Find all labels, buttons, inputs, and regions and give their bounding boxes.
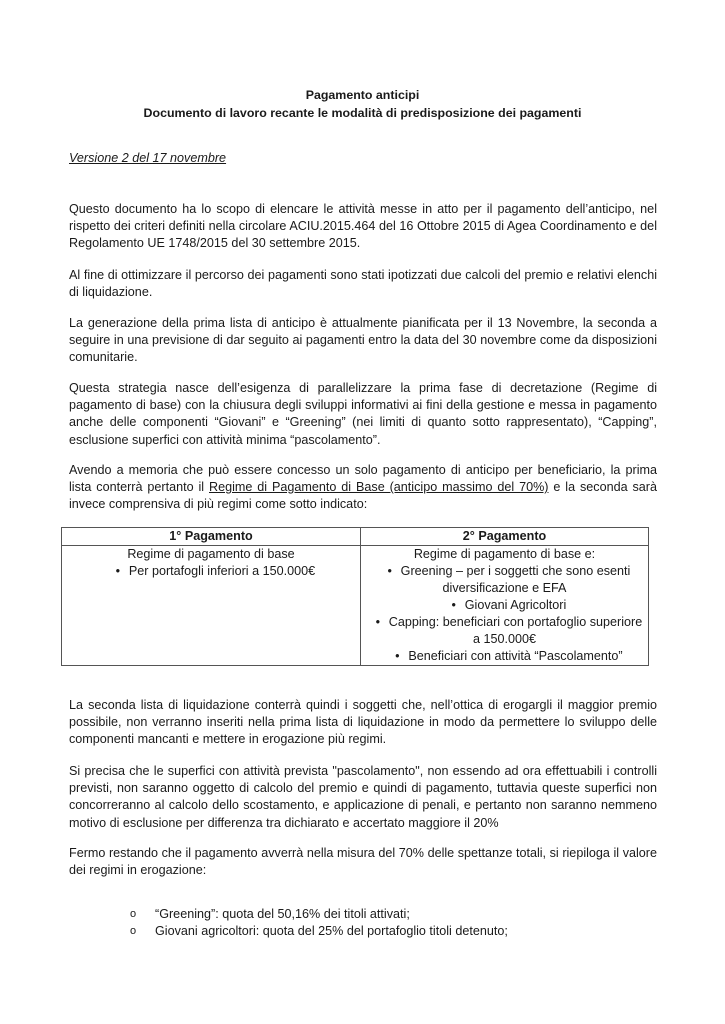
paragraph-pascolamento: Si precisa che le superfici con attività prevista "pascolamento", non essendo ad ora effettuabili i controlli previsti, non saranno oggetto di calcolo del premio e quindi di pagamento, tuttavia queste superfici non concorreranno al calcolo dello scostamento, e applicazione di penali, e pertanto non saranno nemmeno motivo di esclusione per differenza tra dichiarato e accertato maggiore il 20% [69,764,657,830]
header-second-payment: 2° Pagamento [361,528,649,546]
table-row [62,546,649,666]
document-title-block [0,86,725,122]
list-item-text: Beneficiari con attività “Pascolamento” [408,649,623,663]
list-item [365,648,644,665]
paragraph-single-payment [69,462,657,514]
underlined-regime: Regime di Pagamento di Base (anticipo massimo del 70%) [209,480,549,495]
list-item [66,563,356,580]
cell-intro: Regime di pagamento di base [127,547,295,561]
bullet-icon: • [451,598,456,612]
list-item [365,614,644,648]
list-item-text: Per portafogli inferiori a 150.000€ [128,564,316,578]
paragraph-text: e la seconda sarà invece comprensiva di più regimi come sotto indicato: [69,480,657,512]
list-item-text: “Greening”: quota del 50,16% dei titoli attivati; [155,907,410,921]
list-item [365,597,644,614]
paragraph-optimization: Al fine di ottimizzare il percorso dei pagamenti sono stati ipotizzati due calcoli del premio e relativi elenchi di liquidazione. [69,268,657,300]
bullet-icon: • [115,564,121,578]
list-item [130,923,508,940]
paragraph-strategy: Questa strategia nasce dell’esigenza di parallelizzare la prima fase di decretazione (Regime di pagamento di base) con la chiusura degli sviluppi informativi ai fini della gestione e messa in pagamento anche delle componenti “Giovani” e “Greening” (nei limiti di quanto sotto rappresentato), “Capping”, esclusione superfici con attività minima “pascolamento”. [69,381,657,447]
regimes-summary-list [130,906,508,940]
list-item-text: Capping: beneficiari con portafoglio superiore a 150.000€ [388,615,643,646]
payments-table [61,527,649,666]
second-payment-cell [361,546,649,666]
list-item-text: Giovani Agricoltori [464,598,567,612]
bullet-icon: • [387,564,392,578]
table-header-row [62,528,649,546]
document-title: Pagamento anticipi [305,88,420,102]
circle-bullet-icon: o [130,925,137,937]
list-item-text: Giovani agricoltori: quota del 25% del portafoglio titoli detenuto; [155,924,508,938]
list-item [365,563,644,597]
paragraph-second-list: La seconda lista di liquidazione conterrà quindi i soggetti che, nell’ottica di erogargli il maggior premio possibile, non verranno inseriti nella prima lista di liquidazione in modo da permettere lo sviluppo delle componenti mancanti e mettere in erogazione più regimi. [69,698,657,747]
first-payment-cell [62,546,361,666]
paragraph-text: Avendo a memoria che può essere concesso un solo pagamento di anticipo per beneficiario, la prima lista conterrà pertanto il [69,463,657,495]
circle-bullet-icon: o [130,908,137,920]
paragraph-purpose: Questo documento ha lo scopo di elencare le attività messe in atto per il pagamento dell’anticipo, nel rispetto dei criteri definiti nella circolare ACIU.2015.464 del 16 Ottobre 2015 di Agea Coordinamento e del Regolamento UE 1748/2015 del 30 settembre 2015. [69,202,657,251]
paragraph-schedule: La generazione della prima lista di anticipo è attualmente pianificata per il 13 Novembre, la seconda a seguire in una previsione di dar seguito ai pagamenti entro la data del 30 novembre come da disposizioni comunitarie. [69,316,657,365]
document-subtitle: Documento di lavoro recante le modalità di predisposizione dei pagamenti [143,106,582,120]
bullet-icon: • [395,649,400,663]
list-item-text: Greening – per i soggetti che sono esenti diversificazione e EFA [400,564,631,595]
list-item [130,906,508,923]
header-first-payment: 1° Pagamento [62,528,361,546]
bullet-icon: • [375,615,380,629]
cell-intro: Regime di pagamento di base e: [413,547,596,561]
version-label: Versione 2 del 17 novembre [69,151,227,165]
paragraph-summary-intro: Fermo restando che il pagamento avverrà nella misura del 70% delle spettanze totali, si riepiloga il valore dei regimi in erogazione: [69,846,657,878]
